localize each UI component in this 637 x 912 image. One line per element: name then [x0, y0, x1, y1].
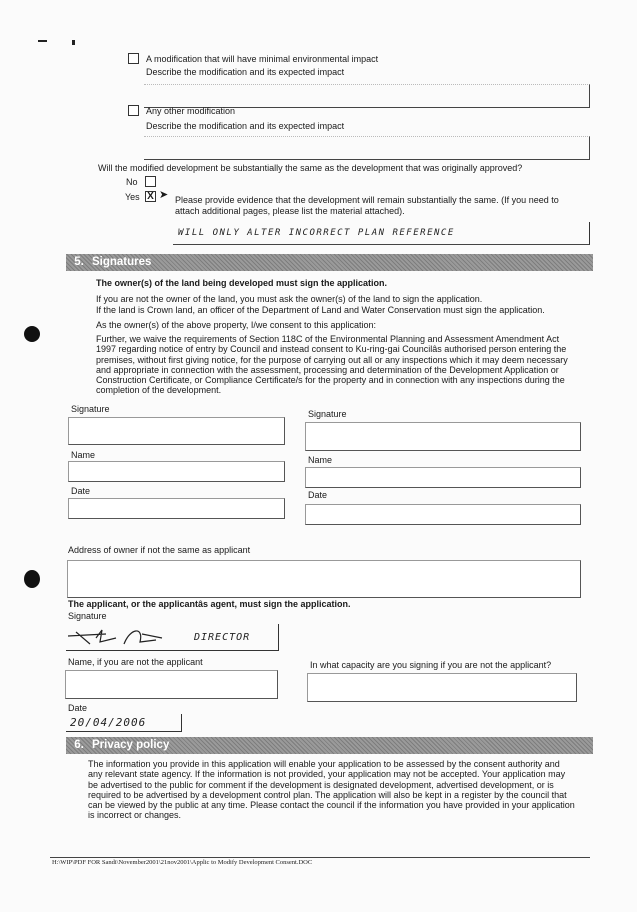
footer-path: H:\WIP\PDF FOR Sandi\November2001\21nov2001\Applic to Modify Development Consent.DOC [52, 859, 313, 866]
applicant-signature-label: Signature [68, 611, 107, 621]
arrow-right-icon: ➤ [159, 189, 169, 201]
yes-check-mark: X [147, 191, 154, 202]
punch-hole [24, 570, 40, 588]
footer-rule [50, 857, 590, 858]
capacity-field[interactable] [307, 673, 577, 702]
owner2-name-label: Name [308, 455, 333, 465]
mod-other-label: Any other modification [146, 106, 236, 116]
applicant-date-label: Date [68, 703, 88, 713]
owner1-signature-field[interactable] [68, 417, 285, 445]
owner-para1: If you are not the owner of the land, you must ask the owner(s) of the land to sign the application. [96, 294, 483, 304]
owner-heading: The owner(s) of the land being developed must sign the application. [96, 278, 388, 288]
owner-waiver: Further, we waive the requirements of Section 118C of the Environmental Planning and Assessment Amendment Act 1997 regarding notice of entry by Council and instead consent to Ku-ring-gai Councilâs authorised person entering the premises, without first giving notice, for the purpose of carrying out all or any inspections which it may deem necessary and appropriate in connection with the assessment, processing and determination of the Development Application or Construction Certificate, or Compliance Certificate/s for the property and in connection with any inspections during the completion of the development. [96, 334, 568, 396]
applicant-signature-field[interactable] [66, 624, 279, 651]
section-6-title: Privacy policy [92, 739, 170, 751]
applicant-name-label: Name, if you are not the applicant [68, 657, 203, 667]
owner2-signature-label: Signature [308, 409, 347, 419]
owner1-date-field[interactable] [68, 498, 285, 519]
mod-minimal-desc: Describe the modification and its expected impact [146, 67, 345, 77]
mod-minimal-label: A modification that will have minimal environmental impact [146, 54, 379, 64]
scan-mark [72, 40, 75, 45]
punch-hole [24, 326, 40, 342]
scan-mark [38, 40, 47, 42]
section-6-number: 6. [74, 739, 84, 751]
owner2-signature-field[interactable] [305, 422, 581, 451]
section-5-title: Signatures [92, 256, 152, 268]
applicant-signature-hand: DIRECTOR [194, 632, 251, 643]
section-6-header [66, 737, 593, 754]
mod-minimal-field[interactable] [144, 84, 590, 108]
owner2-date-field[interactable] [305, 504, 581, 525]
mod-other-desc: Describe the modification and its expected impact [146, 121, 345, 131]
applicant-date-field[interactable] [66, 714, 182, 732]
owner2-name-field[interactable] [305, 467, 581, 488]
same-question: Will the modified development be substantially the same as the development that was originally approved? [98, 163, 523, 173]
section-5-number: 5. [74, 256, 84, 268]
evidence-handwritten: WILL ONLY ALTER INCORRECT PLAN REFERENCE [178, 228, 455, 238]
privacy-text: The information you provide in this application will enable your application to be assessed by the consent authority and any relevant state agency. If the information is not provided, your application may not be accepted. Your application may be advertised to the public for comment if the development is designated development, advertised development, or is required to be advertised by a development control plan. The application will also be kept in a register by the council that can be viewed by the public at any time. Please contact the council if the information you have provided in your application is incorrect or changes. [88, 759, 575, 821]
applicant-heading: The applicant, or the applicantâs agent, must sign the application. [68, 599, 351, 609]
owner-para2: If the land is Crown land, an officer of the Department of Land and Water Conservation must sign the application. [96, 305, 545, 315]
yes-checkbox[interactable] [145, 191, 156, 202]
no-label: No [126, 177, 138, 187]
no-checkbox[interactable] [145, 176, 156, 187]
owner1-name-label: Name [71, 450, 96, 460]
owner1-date-label: Date [71, 486, 91, 496]
evidence-text: Please provide evidence that the development will remain substantially the same. (If you need to attach additional pages, please list the material attached). [175, 195, 559, 216]
owner1-name-field[interactable] [68, 461, 285, 482]
applicant-date-hand: 20/04/2006 [70, 716, 147, 729]
mod-other-field[interactable] [144, 136, 590, 160]
owner1-signature-label: Signature [71, 404, 110, 414]
owner-address-field[interactable] [67, 560, 581, 598]
yes-label: Yes [125, 192, 140, 202]
owner-address-label: Address of owner if not the same as applicant [68, 545, 251, 555]
section-5-header [66, 254, 593, 271]
signature-scribble [66, 624, 186, 650]
capacity-label: In what capacity are you signing if you are not the applicant? [310, 660, 552, 670]
applicant-name-field[interactable] [65, 670, 278, 699]
owner2-date-label: Date [308, 490, 328, 500]
owner-consent: As the owner(s) of the above property, I/we consent to this application: [96, 320, 376, 330]
mod-other-checkbox[interactable] [128, 105, 139, 116]
mod-minimal-checkbox[interactable] [128, 53, 139, 64]
